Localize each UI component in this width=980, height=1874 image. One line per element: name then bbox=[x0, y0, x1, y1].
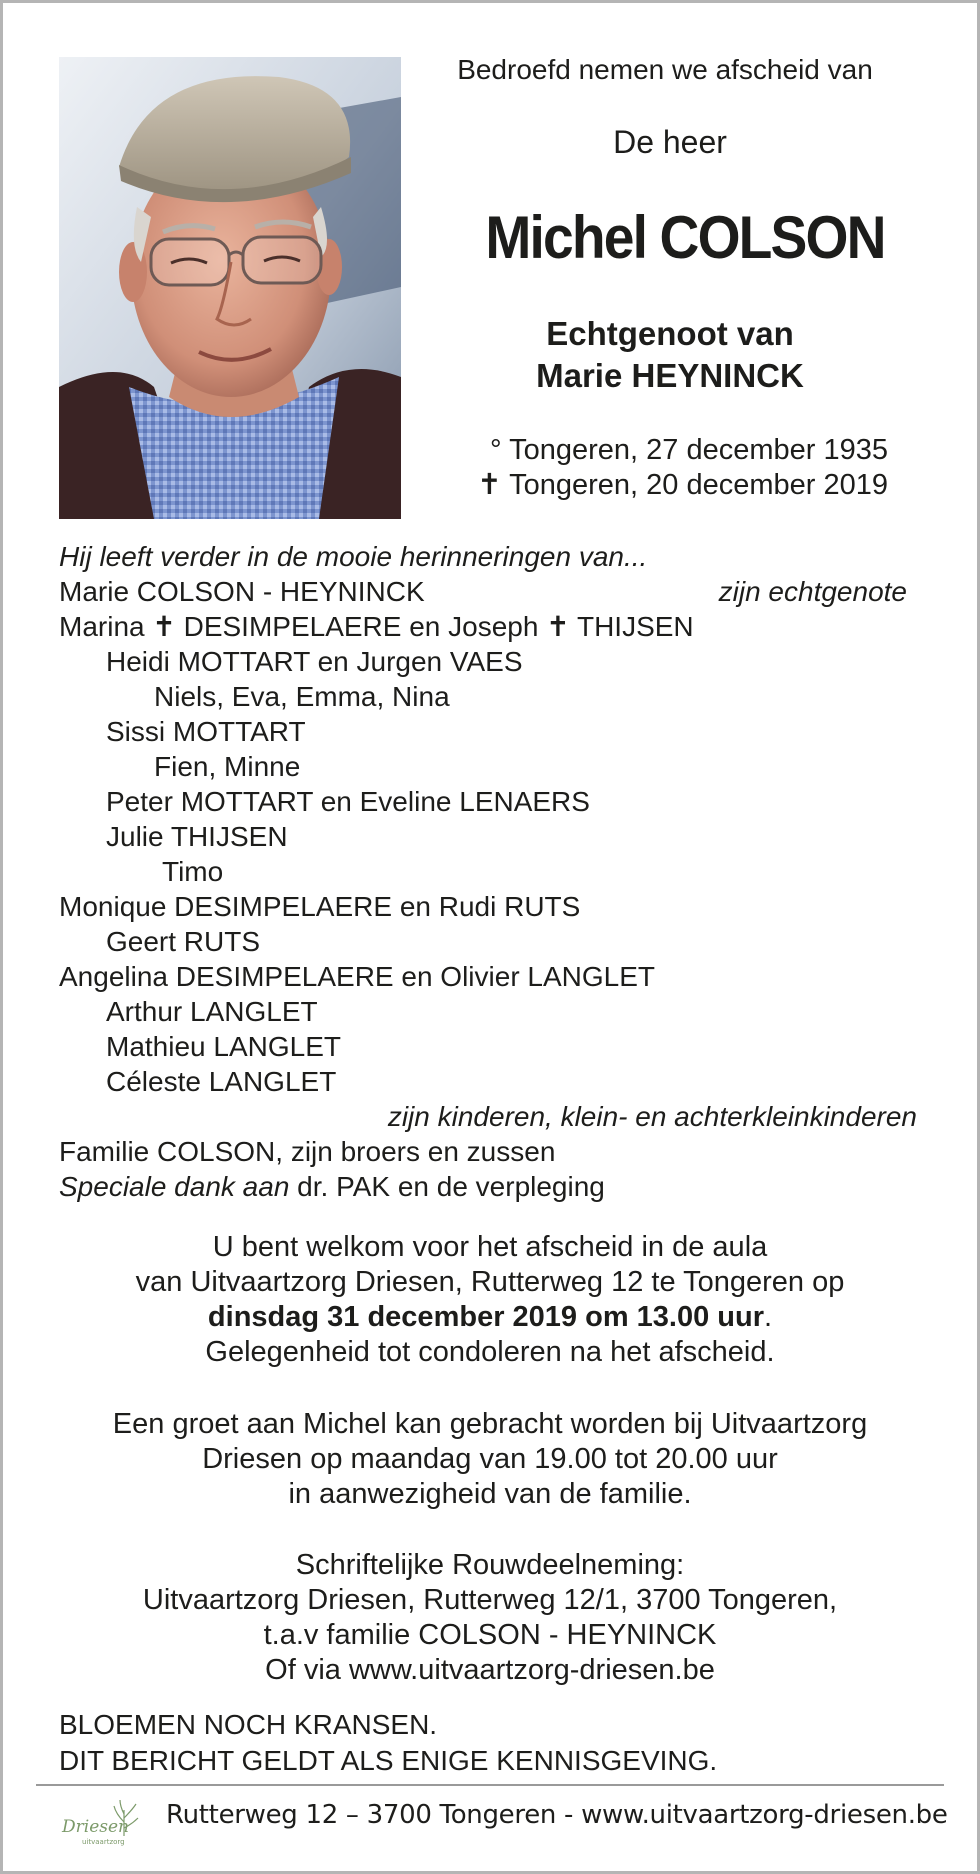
visit-block bbox=[40, 1407, 940, 1512]
siblings-line: Familie COLSON, zijn broers en zussen bbox=[59, 1136, 556, 1167]
ceremony-date bbox=[40, 1300, 940, 1335]
family-spouse-name: Marie COLSON - HEYNINCK bbox=[59, 576, 425, 607]
condolence-line-2: Uitvaartzorg Driesen, Rutterweg 12/1, 3700 Tongeren, bbox=[142, 1584, 838, 1616]
dates-block bbox=[440, 433, 920, 503]
family-member: Mathieu LANGLET bbox=[106, 1031, 341, 1062]
family-member: Sissi MOTTART bbox=[106, 716, 306, 747]
family-member: Arthur LANGLET bbox=[106, 996, 318, 1027]
logo-subtext: uitvaartzorg bbox=[82, 1838, 125, 1846]
family-intro: Hij leeft verder in de mooie herinneringen van... bbox=[59, 541, 648, 572]
ceremony-line-4: Gelegenheid tot condoleren na het afscheid. bbox=[205, 1336, 775, 1368]
ceremony-date-bold: dinsdag 31 december 2019 om 13.00 uur bbox=[207, 1301, 765, 1333]
family-member: Céleste LANGLET bbox=[106, 1066, 337, 1097]
family-member: Peter MOTTART en Eveline LENAERS bbox=[106, 786, 590, 817]
family-member: Geert RUTS bbox=[106, 926, 261, 957]
condolence-line-3: t.a.v familie COLSON - HEYNINCK bbox=[263, 1619, 717, 1651]
family-member: Timo bbox=[162, 856, 224, 887]
deceased-name: Michel COLSON bbox=[485, 204, 885, 271]
spouse-block bbox=[420, 313, 920, 397]
footer-divider bbox=[36, 1784, 944, 1786]
family-member: Angelina DESIMPELAERE en Olivier LANGLET bbox=[59, 961, 656, 992]
family-member: Niels, Eva, Emma, Nina bbox=[154, 681, 450, 712]
ceremony-block bbox=[40, 1230, 940, 1370]
footer-address: Rutterweg 12 – 3700 Tongeren - www.uitvaartzorg-driesen.be bbox=[166, 1800, 948, 1830]
visit-line-2: Driesen op maandag van 19.00 tot 20.00 uur bbox=[202, 1443, 778, 1475]
family-member: Monique DESIMPELAERE en Rudi RUTS bbox=[59, 891, 581, 922]
family-member: Fien, Minne bbox=[154, 751, 301, 782]
honorific: De heer bbox=[613, 124, 727, 160]
closing-block bbox=[59, 1707, 717, 1779]
spouse-label: Echtgenoot van bbox=[546, 315, 794, 352]
family-spouse-role: zijn echtgenote bbox=[718, 576, 907, 607]
intro-line: Bedroefd nemen we afscheid van bbox=[457, 54, 873, 85]
children-role: zijn kinderen, klein- en achterkleinkinderen bbox=[387, 1101, 917, 1132]
ceremony-date-suffix: . bbox=[764, 1301, 773, 1333]
logo-text: Driesen bbox=[62, 1817, 129, 1837]
condolence-line-4: Of via www.uitvaartzorg-driesen.be bbox=[265, 1654, 715, 1686]
family-member: Julie THIJSEN bbox=[106, 821, 288, 852]
portrait-photo bbox=[59, 57, 401, 519]
thanks-line bbox=[59, 1169, 605, 1204]
visit-line-3: in aanwezigheid van de familie. bbox=[288, 1478, 692, 1510]
family-member: Marina ✝ DESIMPELAERE en Joseph ✝ THIJSEN bbox=[59, 611, 694, 642]
condolence-block bbox=[40, 1548, 940, 1688]
closing-line-1: BLOEMEN NOCH KRANSEN. bbox=[59, 1709, 438, 1740]
family-member: Heidi MOTTART en Jurgen VAES bbox=[106, 646, 523, 677]
driesen-logo bbox=[58, 1792, 148, 1850]
visit-line-1: Een groet aan Michel kan gebracht worden bij Uitvaartzorg bbox=[112, 1408, 868, 1440]
thanks-text: dr. PAK en de verpleging bbox=[289, 1171, 605, 1202]
ceremony-line-1: U bent welkom voor het afscheid in de aula bbox=[212, 1231, 768, 1263]
closing-line-2: DIT BERICHT GELDT ALS ENIGE KENNISGEVING. bbox=[59, 1745, 718, 1776]
spouse-name: Marie HEYNINCK bbox=[536, 357, 804, 394]
thanks-label: Speciale dank aan bbox=[59, 1171, 290, 1202]
ceremony-line-2: van Uitvaartzorg Driesen, Rutterweg 12 te Tongeren op bbox=[135, 1266, 845, 1298]
death-date: ✝ Tongeren, 20 december 2019 bbox=[477, 469, 888, 501]
birth-date: ° Tongeren, 27 december 1935 bbox=[489, 434, 888, 466]
condolence-line-1: Schriftelijke Rouwdeelneming: bbox=[295, 1549, 685, 1581]
